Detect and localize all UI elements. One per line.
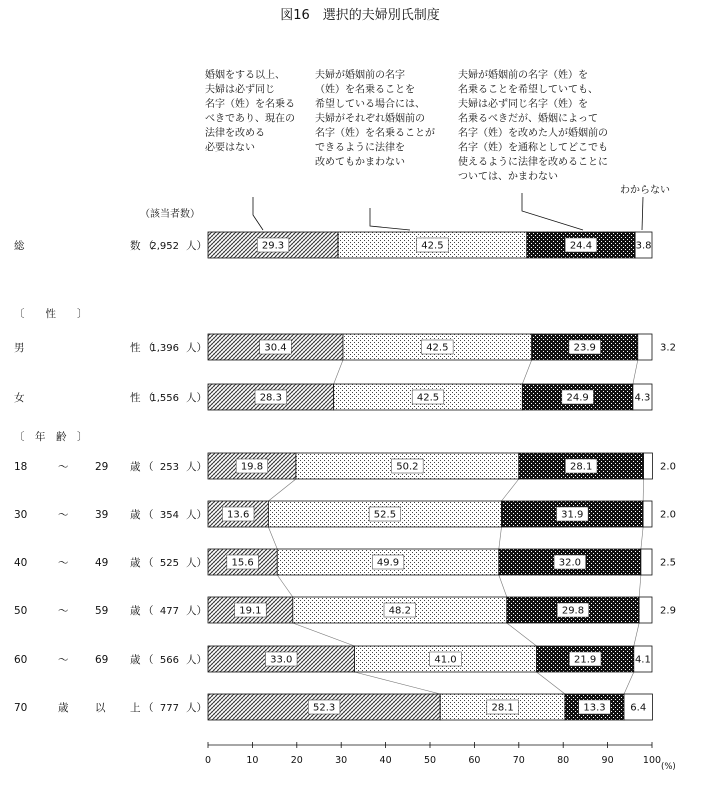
row-count-0: 2,952	[150, 241, 179, 252]
row-paren-0: （	[143, 240, 154, 252]
x-tick-label-10: 100	[642, 755, 662, 766]
row-label-6-1: ～	[58, 605, 69, 617]
row-label-7-2: 69	[95, 654, 109, 666]
row-paren-5: （	[143, 557, 154, 569]
row-count-3: 253	[159, 462, 179, 473]
connector-r4-b1	[501, 479, 518, 501]
value-label-r3-s0: 19.8	[240, 461, 264, 473]
row-label-3-2: 29	[95, 461, 109, 473]
legend-text-s2-l7: ついては、かまわない	[458, 171, 558, 183]
value-label-r1-s1: 42.5	[426, 342, 449, 354]
value-label-r5-s1: 49.9	[376, 557, 400, 569]
value-label-r8-s0: 52.3	[312, 702, 336, 714]
legend-text-s0-l1: 夫婦は必ず同じ	[205, 84, 275, 96]
bar-row-4	[208, 501, 676, 527]
value-label-r5-s2: 32.0	[558, 557, 581, 569]
legend-text-s1-l4: 名字（姓）を名乗ることが	[315, 128, 435, 139]
value-label-r2-s2: 24.9	[566, 392, 589, 404]
row-label-3-3: 歳	[130, 461, 141, 473]
row-count-8: 777	[159, 703, 179, 714]
row-unit-4: 人）	[186, 509, 207, 521]
bar-row-5	[208, 549, 676, 575]
value-label-r1-s2: 23.9	[573, 342, 596, 354]
row-unit-2: 人）	[186, 392, 207, 404]
legend-text-s1-l5: できるように法律を	[315, 142, 405, 154]
legend-pointer-2	[522, 193, 583, 230]
row-label-8-3: 上	[130, 702, 141, 714]
row-label-3-0: 18	[14, 461, 28, 473]
legend-text-s2-l0: 夫婦が婚姻前の名字（姓）を	[458, 70, 588, 81]
row-count-4: 354	[159, 510, 179, 521]
legend-text-s0-l3: べきであり、現在の	[205, 113, 295, 125]
row-label-6-3: 歳	[130, 605, 141, 617]
row-label-5-2: 49	[95, 557, 109, 569]
row-unit-1: 人）	[186, 342, 207, 354]
row-unit-7: 人）	[186, 654, 207, 666]
row-label-4-0: 30	[14, 509, 28, 521]
x-tick-label-4: 40	[379, 755, 392, 766]
value-label-r3-s2: 28.1	[570, 461, 593, 473]
connector-r7-b0	[293, 623, 355, 646]
row-label-7-1: ～	[58, 654, 69, 666]
bar-row-6	[208, 597, 676, 623]
legend-text-s1-l3: 夫婦がそれぞれ婚姻前の	[315, 113, 425, 125]
row-count-2: 1,556	[150, 393, 179, 404]
x-tick-label-0: 0	[204, 755, 212, 766]
connector-r5-b0	[268, 527, 277, 549]
row-label-8-0: 70	[14, 702, 28, 714]
value-label-r4-s2: 31.9	[561, 509, 584, 521]
value-label-r1-s3: 3.2	[660, 342, 676, 354]
value-label-r1-s0: 30.4	[264, 342, 287, 354]
connector-r8-b0	[355, 672, 441, 694]
connector-r2-b1	[522, 360, 531, 384]
row-count-5: 525	[159, 558, 179, 569]
value-label-r5-s3: 2.5	[660, 557, 676, 569]
connector-r4-b0	[268, 479, 296, 501]
bar-row-3	[208, 453, 676, 479]
bar-seg-r1-s3	[638, 334, 652, 360]
value-label-r0-s2: 24.4	[569, 240, 593, 252]
row-paren-1: （	[143, 342, 154, 354]
legend-text-s0-l2: 名字（姓）を名乗る	[205, 99, 295, 110]
row-label-1-1: 性	[130, 342, 141, 354]
legend-text-s2-l4: 名字（姓）を改めた人が婚姻前の	[458, 128, 608, 139]
row-label-0-0: 総	[14, 240, 25, 252]
connector-r6-b1	[499, 575, 507, 597]
bar-row-7	[208, 646, 652, 672]
row-count-7: 566	[159, 655, 179, 666]
legend-pointer-3	[642, 197, 643, 230]
legend-text-s1-l2: 希望している場合には、	[315, 99, 425, 110]
bars	[208, 232, 676, 720]
row-label-6-0: 50	[14, 605, 28, 617]
value-label-r8-s3: 6.4	[630, 702, 647, 714]
x-tick-label-3: 30	[335, 755, 348, 766]
value-label-r3-s3: 2.0	[660, 461, 676, 473]
row-count-6: 477	[159, 606, 179, 617]
legend-text-s2-l3: 名乗るべきだが、婚姻によって	[458, 113, 598, 125]
connector-r6-b0	[277, 575, 293, 597]
legend-pointer-1	[370, 208, 410, 230]
value-label-r7-s0: 33.0	[270, 654, 293, 666]
legend-text-s2-l6: 使えるように法律を改めることに	[458, 157, 608, 168]
x-tick-label-7: 70	[512, 755, 525, 766]
bar-row-8	[208, 694, 652, 720]
row-count-1: 1,396	[150, 343, 179, 354]
row-label-5-3: 歳	[130, 557, 141, 569]
row-label-4-1: ～	[58, 509, 69, 521]
legend-text-s1-l1: （姓）を名乗ることを	[315, 84, 415, 96]
value-label-r6-s2: 29.8	[561, 605, 585, 617]
connector-r7-b2	[634, 623, 639, 646]
row-label-6-2: 59	[95, 605, 109, 617]
value-label-r4-s3: 2.0	[660, 509, 676, 521]
row-label-5-1: ～	[58, 557, 69, 569]
row-unit-6: 人）	[186, 605, 207, 617]
value-label-r0-s3: 3.8	[635, 240, 652, 252]
x-tick-label-9: 90	[601, 755, 614, 766]
legend-text-s3-l0: わからない	[620, 185, 670, 196]
connector-r2-b0	[334, 360, 343, 384]
row-label-8-2: 以	[95, 702, 106, 714]
row-label-7-3: 歳	[130, 654, 141, 666]
value-label-r2-s1: 42.5	[416, 392, 440, 404]
legend-pointer-0	[253, 197, 263, 230]
row-unit-0: 人）	[186, 240, 207, 252]
value-label-r4-s1: 52.5	[373, 509, 397, 521]
connector-r2-b2	[633, 360, 638, 384]
value-label-r6-s0: 19.1	[239, 605, 262, 617]
legend-text-s1-l0: 夫婦が婚姻前の名字	[315, 70, 405, 81]
row-paren-3: （	[143, 461, 154, 473]
row-paren-8: （	[143, 702, 154, 714]
value-label-r8-s2: 13.3	[583, 702, 606, 714]
x-axis-unit: (%)	[661, 762, 676, 772]
value-label-r0-s1: 42.5	[421, 240, 444, 252]
row-label-8-1: 歳	[58, 702, 69, 714]
row-label-7-0: 60	[14, 654, 28, 666]
row-label-1-0: 男	[14, 342, 25, 354]
row-label-4-2: 39	[95, 509, 109, 521]
value-label-r0-s0: 29.3	[261, 240, 285, 252]
legend-text-s2-l1: 名乗ることを希望していても、	[458, 84, 598, 96]
x-tick-label-6: 60	[468, 755, 481, 766]
connector-r8-b2	[624, 672, 634, 694]
value-label-r8-s1: 28.1	[491, 702, 514, 714]
bar-row-1	[208, 334, 676, 360]
bar-row-2	[208, 384, 652, 410]
row-label-5-0: 40	[14, 557, 28, 569]
connector-r5-b2	[641, 527, 643, 549]
row-paren-7: （	[143, 654, 154, 666]
value-label-r7-s2: 21.9	[574, 654, 597, 666]
value-label-r2-s3: 4.3	[634, 392, 651, 404]
row-label-0-1: 数	[130, 240, 141, 252]
row-paren-6: （	[143, 605, 154, 617]
value-label-r4-s0: 13.6	[227, 509, 250, 521]
row-unit-5: 人）	[186, 557, 207, 569]
row-label-3-1: ～	[58, 461, 69, 473]
x-tick-label-1: 10	[246, 755, 259, 766]
count-header: （該当者数）	[140, 209, 200, 220]
x-tick-label-8: 80	[557, 755, 570, 766]
bar-seg-r3-s3	[644, 453, 653, 479]
bar-row-0	[208, 232, 652, 258]
row-paren-4: （	[143, 509, 154, 521]
value-label-r5-s0: 15.6	[231, 557, 254, 569]
x-axis	[205, 742, 676, 772]
value-label-r7-s1: 41.0	[434, 654, 457, 666]
chart-title: 図16 選択的夫婦別氏制度	[280, 8, 440, 23]
value-label-r6-s1: 48.2	[388, 605, 411, 617]
legend-text-s1-l6: 改めてもかまわない	[315, 157, 405, 168]
connector-r6-b2	[639, 575, 641, 597]
bar-seg-r4-s3	[643, 501, 652, 527]
row-label-2-0: 女	[14, 392, 25, 404]
legend-text-s2-l5: 名字（姓）を通称としてどこでも	[458, 142, 608, 154]
value-label-r7-s3: 4.1	[634, 654, 651, 666]
section-label-1: 〔 性 〕	[14, 308, 88, 320]
x-tick-label-5: 50	[423, 755, 437, 766]
row-label-2-1: 性	[130, 392, 141, 404]
connector-r8-b1	[537, 672, 565, 694]
legend-text-s0-l0: 婚姻をする以上、	[205, 70, 285, 81]
value-label-r2-s0: 28.3	[259, 392, 282, 404]
row-labels	[14, 239, 207, 714]
bar-seg-r6-s3	[639, 597, 652, 623]
value-label-r6-s3: 2.9	[660, 605, 676, 617]
row-label-4-3: 歳	[130, 509, 141, 521]
row-paren-2: （	[143, 392, 154, 404]
x-tick-label-2: 20	[290, 755, 303, 766]
bar-seg-r5-s3	[641, 549, 652, 575]
section-label-2: 〔 年 齢 〕	[14, 431, 88, 443]
legend-text-s0-l4: 法律を改める	[205, 128, 265, 139]
legend-text-s2-l2: 夫婦は必ず同じ名字（姓）を	[458, 99, 588, 110]
legend	[205, 68, 670, 230]
legend-text-s0-l5: 必要はない	[205, 142, 255, 154]
value-label-r3-s1: 50.2	[396, 461, 419, 473]
connector-r5-b1	[499, 527, 502, 549]
row-unit-3: 人）	[186, 461, 207, 473]
connector-r7-b1	[507, 623, 537, 646]
row-unit-8: 人）	[186, 702, 207, 714]
